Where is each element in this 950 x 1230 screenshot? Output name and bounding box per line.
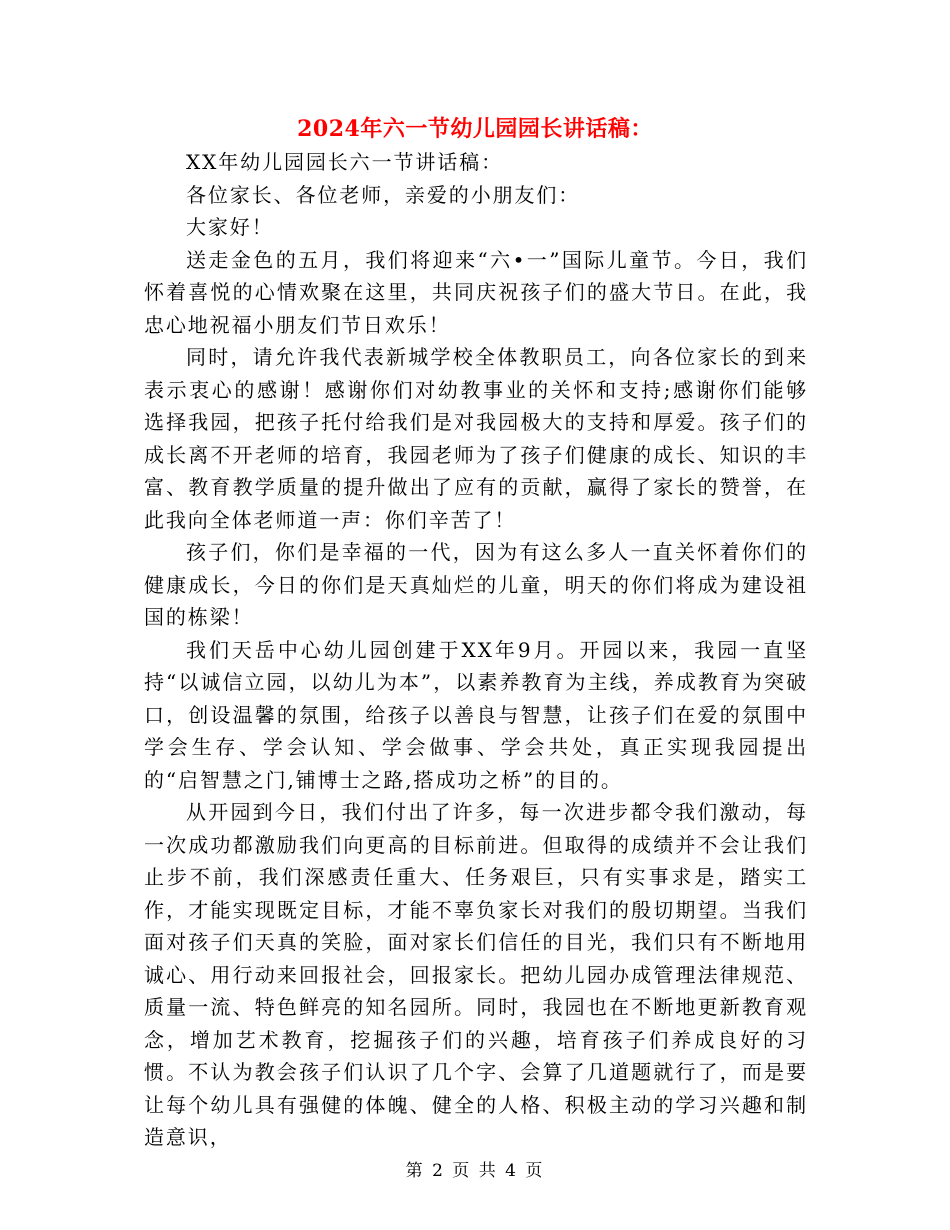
page-label-middle: 页 共 [452, 1161, 498, 1181]
paragraph-thanks: 同时，请允许我代表新城学校全体教职员工，向各位家长的到来表示衷心的感谢！感谢你们对幼教事业的关怀和支持;感谢你们能够选择我园，把孩子托付给我们是对我园极大的支持和厚爱。孩子们的成长离不开老师的培育，我园老师为了孩子们健康的成长、知识的丰富、教育教学质量的提升做出了应有的贡献，赢得了家长的赞誉，在此我向全体老师道一声：你们辛苦了！ [144, 345, 808, 532]
current-page-number: 2 [432, 1161, 445, 1181]
document-body [144, 146, 808, 1154]
document-title: 2024年六一节幼儿园园长讲话稿： [297, 116, 653, 142]
paragraph-progress: 从开园到今日，我们付出了许多，每一次进步都令我们激动，每一次成功都激励我们向更高的目标前进。但取得的成绩并不会让我们止步不前，我们深感责任重大、任务艰巨，只有实事求是，踏实工作，才能实现既定目标，才能不辜负家长对我们的殷切期望。当我们面对孩子们天真的笑脸，面对家长们信任的目光，我们只有不断地用诚心、用行动来回报社会，回报家长。把幼儿园办成管理法律规范、质量一流、特色鲜亮的知名园所。同时，我园也在不断地更新教育观念，增加艺术教育，挖掘孩子们的兴趣，培育孩子们养成良好的习惯。不认为教会孩子们认识了几个字、会算了几道题就行了，而是要让每个幼儿具有强健的体魄、健全的人格、积极主动的学习兴趣和制造意识， [144, 800, 808, 1149]
paragraph-salutation: 各位家长、各位老师，亲爱的小朋友们： [186, 182, 581, 207]
paragraph-intro: 送走金色的五月，我们将迎来“六•一”国际儿童节。今日，我们怀着喜悦的心情欢聚在这里，共同庆祝孩子们的盛大节日。在此，我忠心地祝福小朋友们节日欢乐！ [144, 247, 808, 337]
total-pages-number: 4 [505, 1161, 518, 1181]
paragraph-history: 我们天岳中心幼儿园创建于XX年9月。开园以来，我园一直坚持“以诚信立园，以幼儿为本”，以素养教育为主线，养成教育为突破口，创设温馨的氛围，给孩子以善良与智慧，让孩子们在爱的氛围中学会生存、学会认知、学会做事、学会共处，真正实现我园提出的“启智慧之门,铺博士之路,搭成功之桥”的目的。 [144, 637, 808, 792]
page-label-suffix: 页 [525, 1161, 545, 1181]
page-label-prefix: 第 [405, 1161, 425, 1181]
paragraph-greeting: 大家好！ [186, 215, 274, 239]
paragraph-children: 孩子们，你们是幸福的一代，因为有这么多人一直关怀着你们的健康成长，今日的你们是天真灿烂的儿童，明天的你们将成为建设祖国的栋梁！ [144, 540, 808, 629]
page-footer [0, 1156, 950, 1181]
paragraph-heading: XX年幼儿园园长六一节讲话稿： [186, 150, 503, 174]
